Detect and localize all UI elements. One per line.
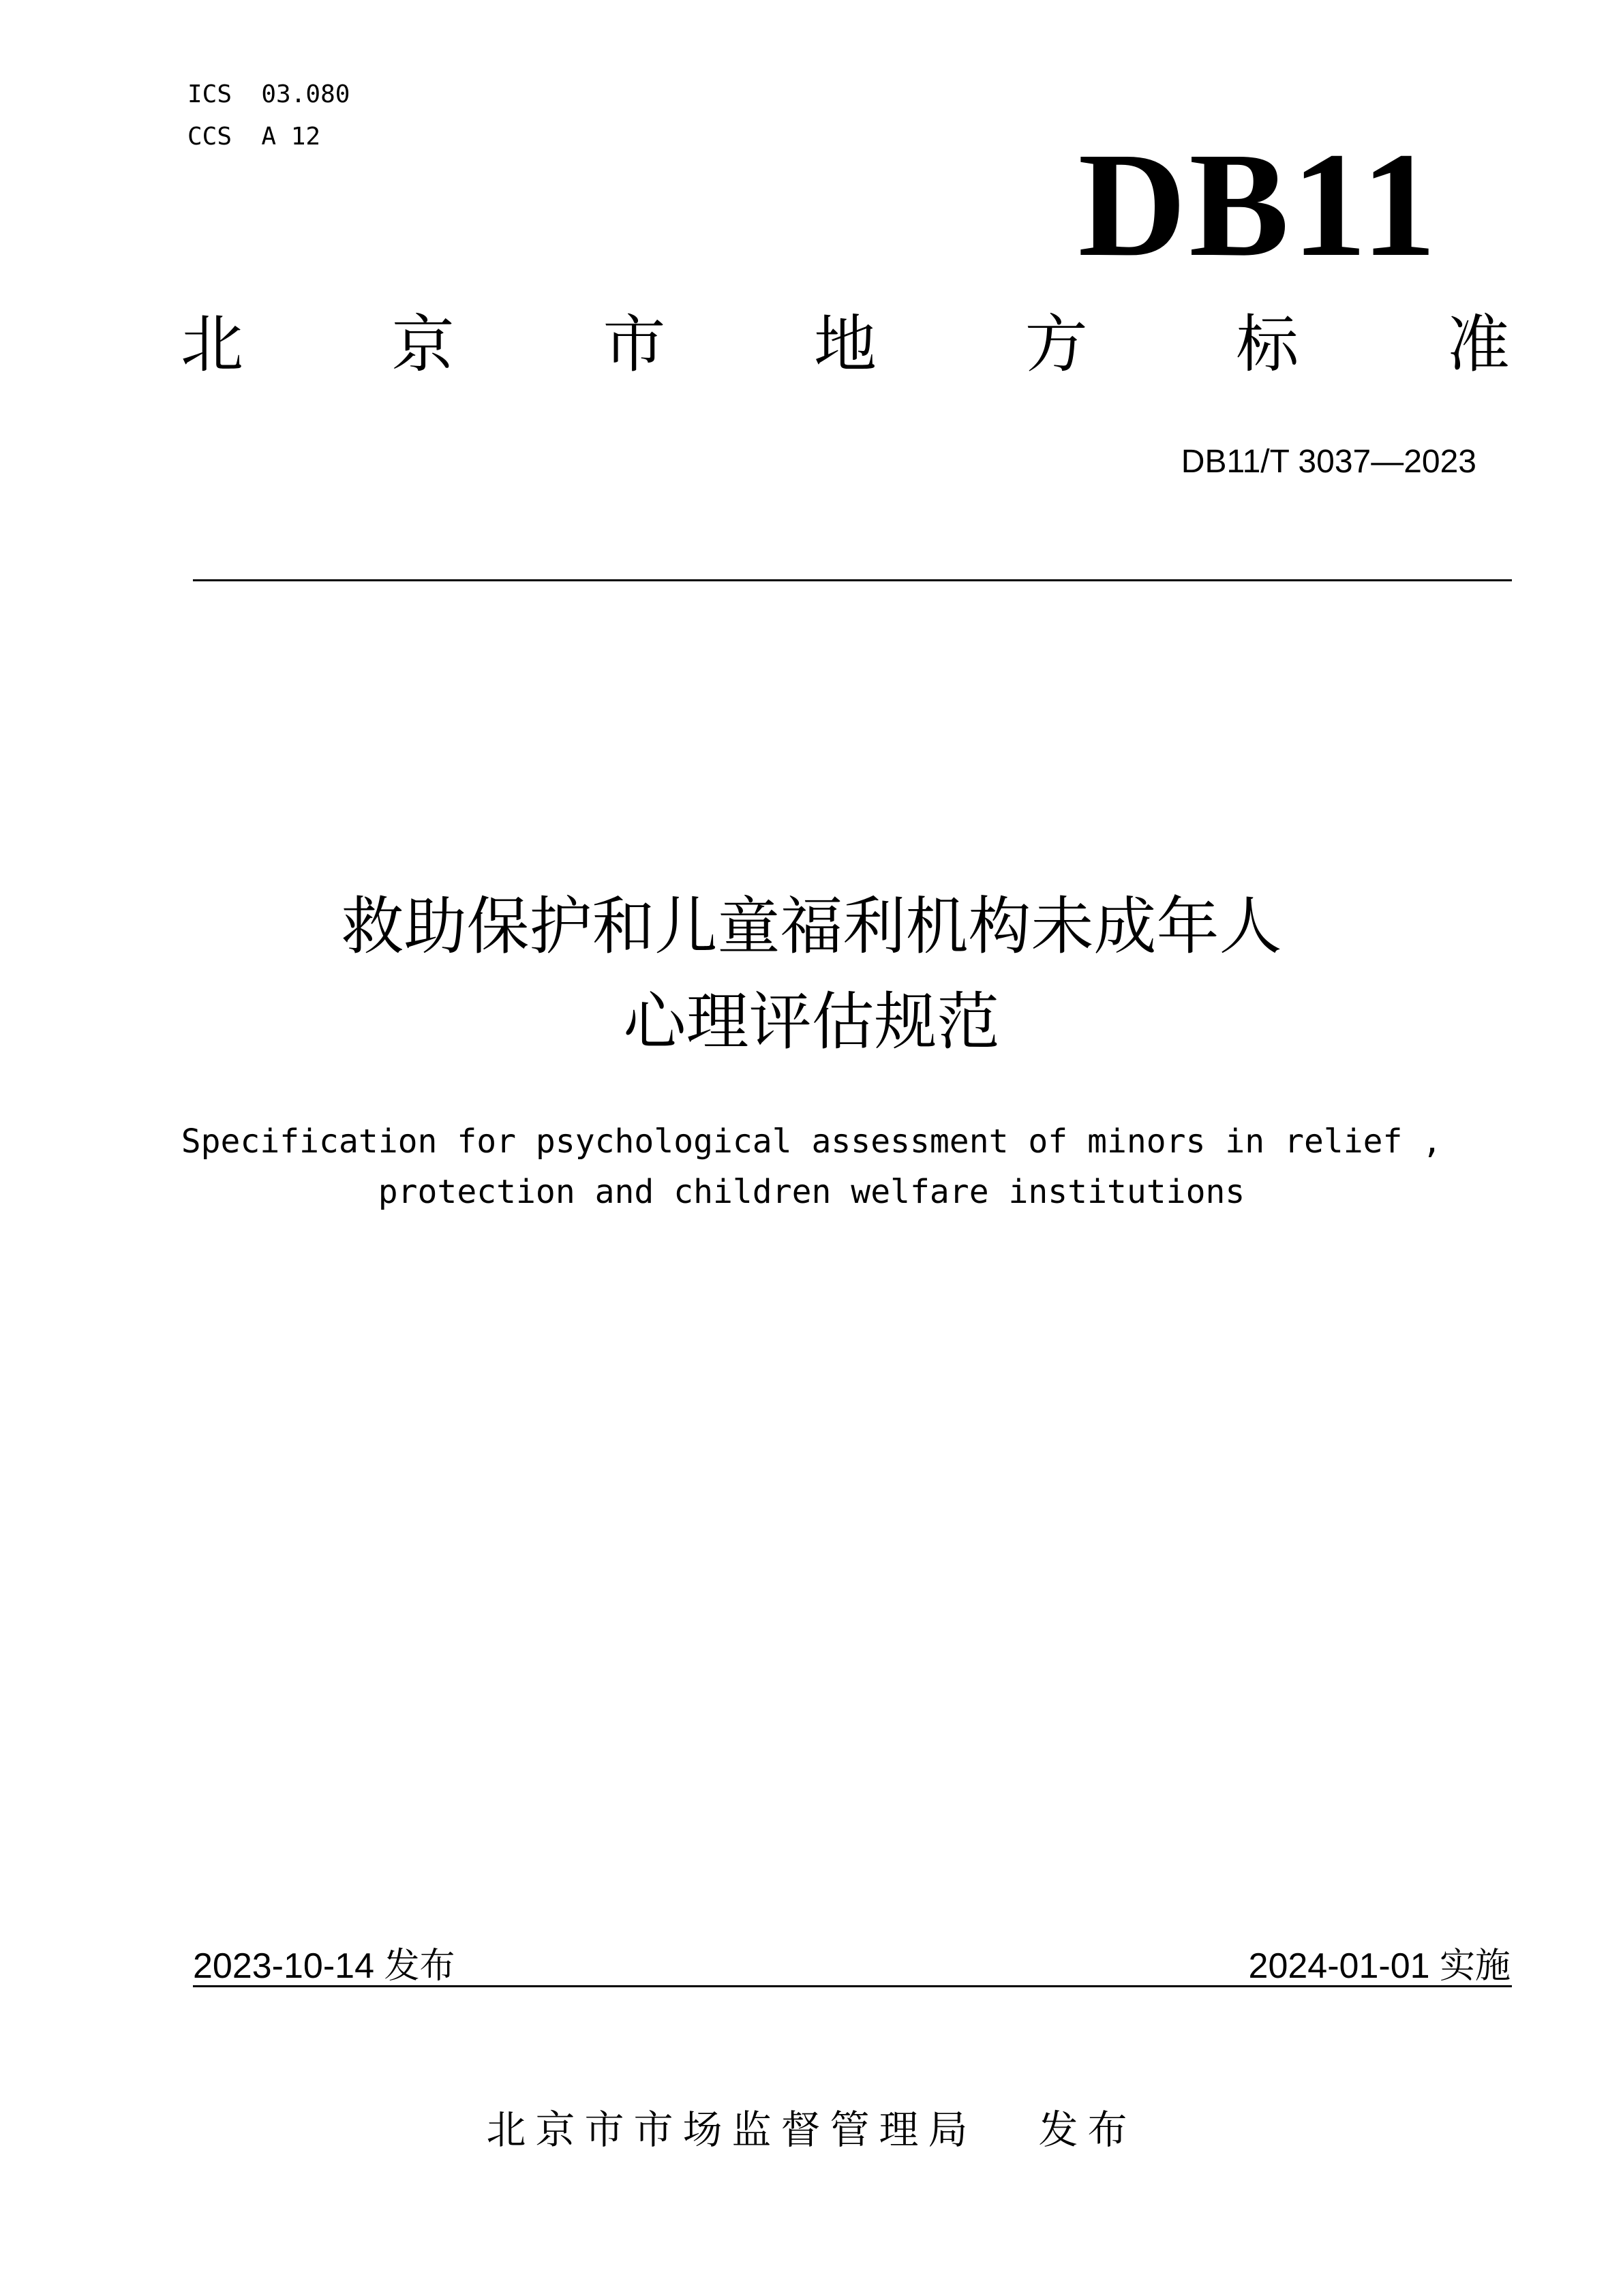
bottom-divider: [193, 1985, 1512, 1987]
ics-code: ICS 03.080: [187, 80, 350, 108]
standard-type-char: 标: [1236, 308, 1299, 381]
db11-logo: DB11: [1078, 121, 1439, 288]
issuing-authority: [0, 2098, 1623, 2155]
standard-type-char: 准: [1446, 308, 1510, 381]
english-title: [0, 1116, 1623, 1217]
english-title-line: Specification for psychological assessment of minors in relief ,: [181, 1122, 1442, 1161]
standard-type-heading: [181, 310, 1510, 379]
english-title-line: protection and children welfare institutions: [378, 1173, 1245, 1211]
chinese-title: [0, 879, 1623, 1070]
standard-type-char: 市: [603, 308, 666, 381]
standard-type-char: 京: [391, 308, 455, 381]
standard-number: DB11/T 3037—2023: [1181, 444, 1476, 480]
top-divider: [193, 579, 1512, 581]
issuer-name: 北京市市场监督管理局: [486, 2107, 977, 2153]
ccs-code: CCS A 12: [187, 123, 321, 151]
implementation-date: 2024-01-01 实施: [1248, 1946, 1511, 1986]
issue-action: 发布: [1038, 2107, 1137, 2153]
issue-date: 2023-10-14 发布: [193, 1946, 455, 1986]
chinese-title-line: 心理评估规范: [623, 985, 1000, 1058]
standard-type-char: 方: [1025, 308, 1088, 381]
standard-type-char: 北: [181, 308, 244, 381]
standard-type-char: 地: [813, 308, 877, 381]
chinese-title-line: 救助保护和儿童福利机构未成年人: [341, 890, 1282, 963]
